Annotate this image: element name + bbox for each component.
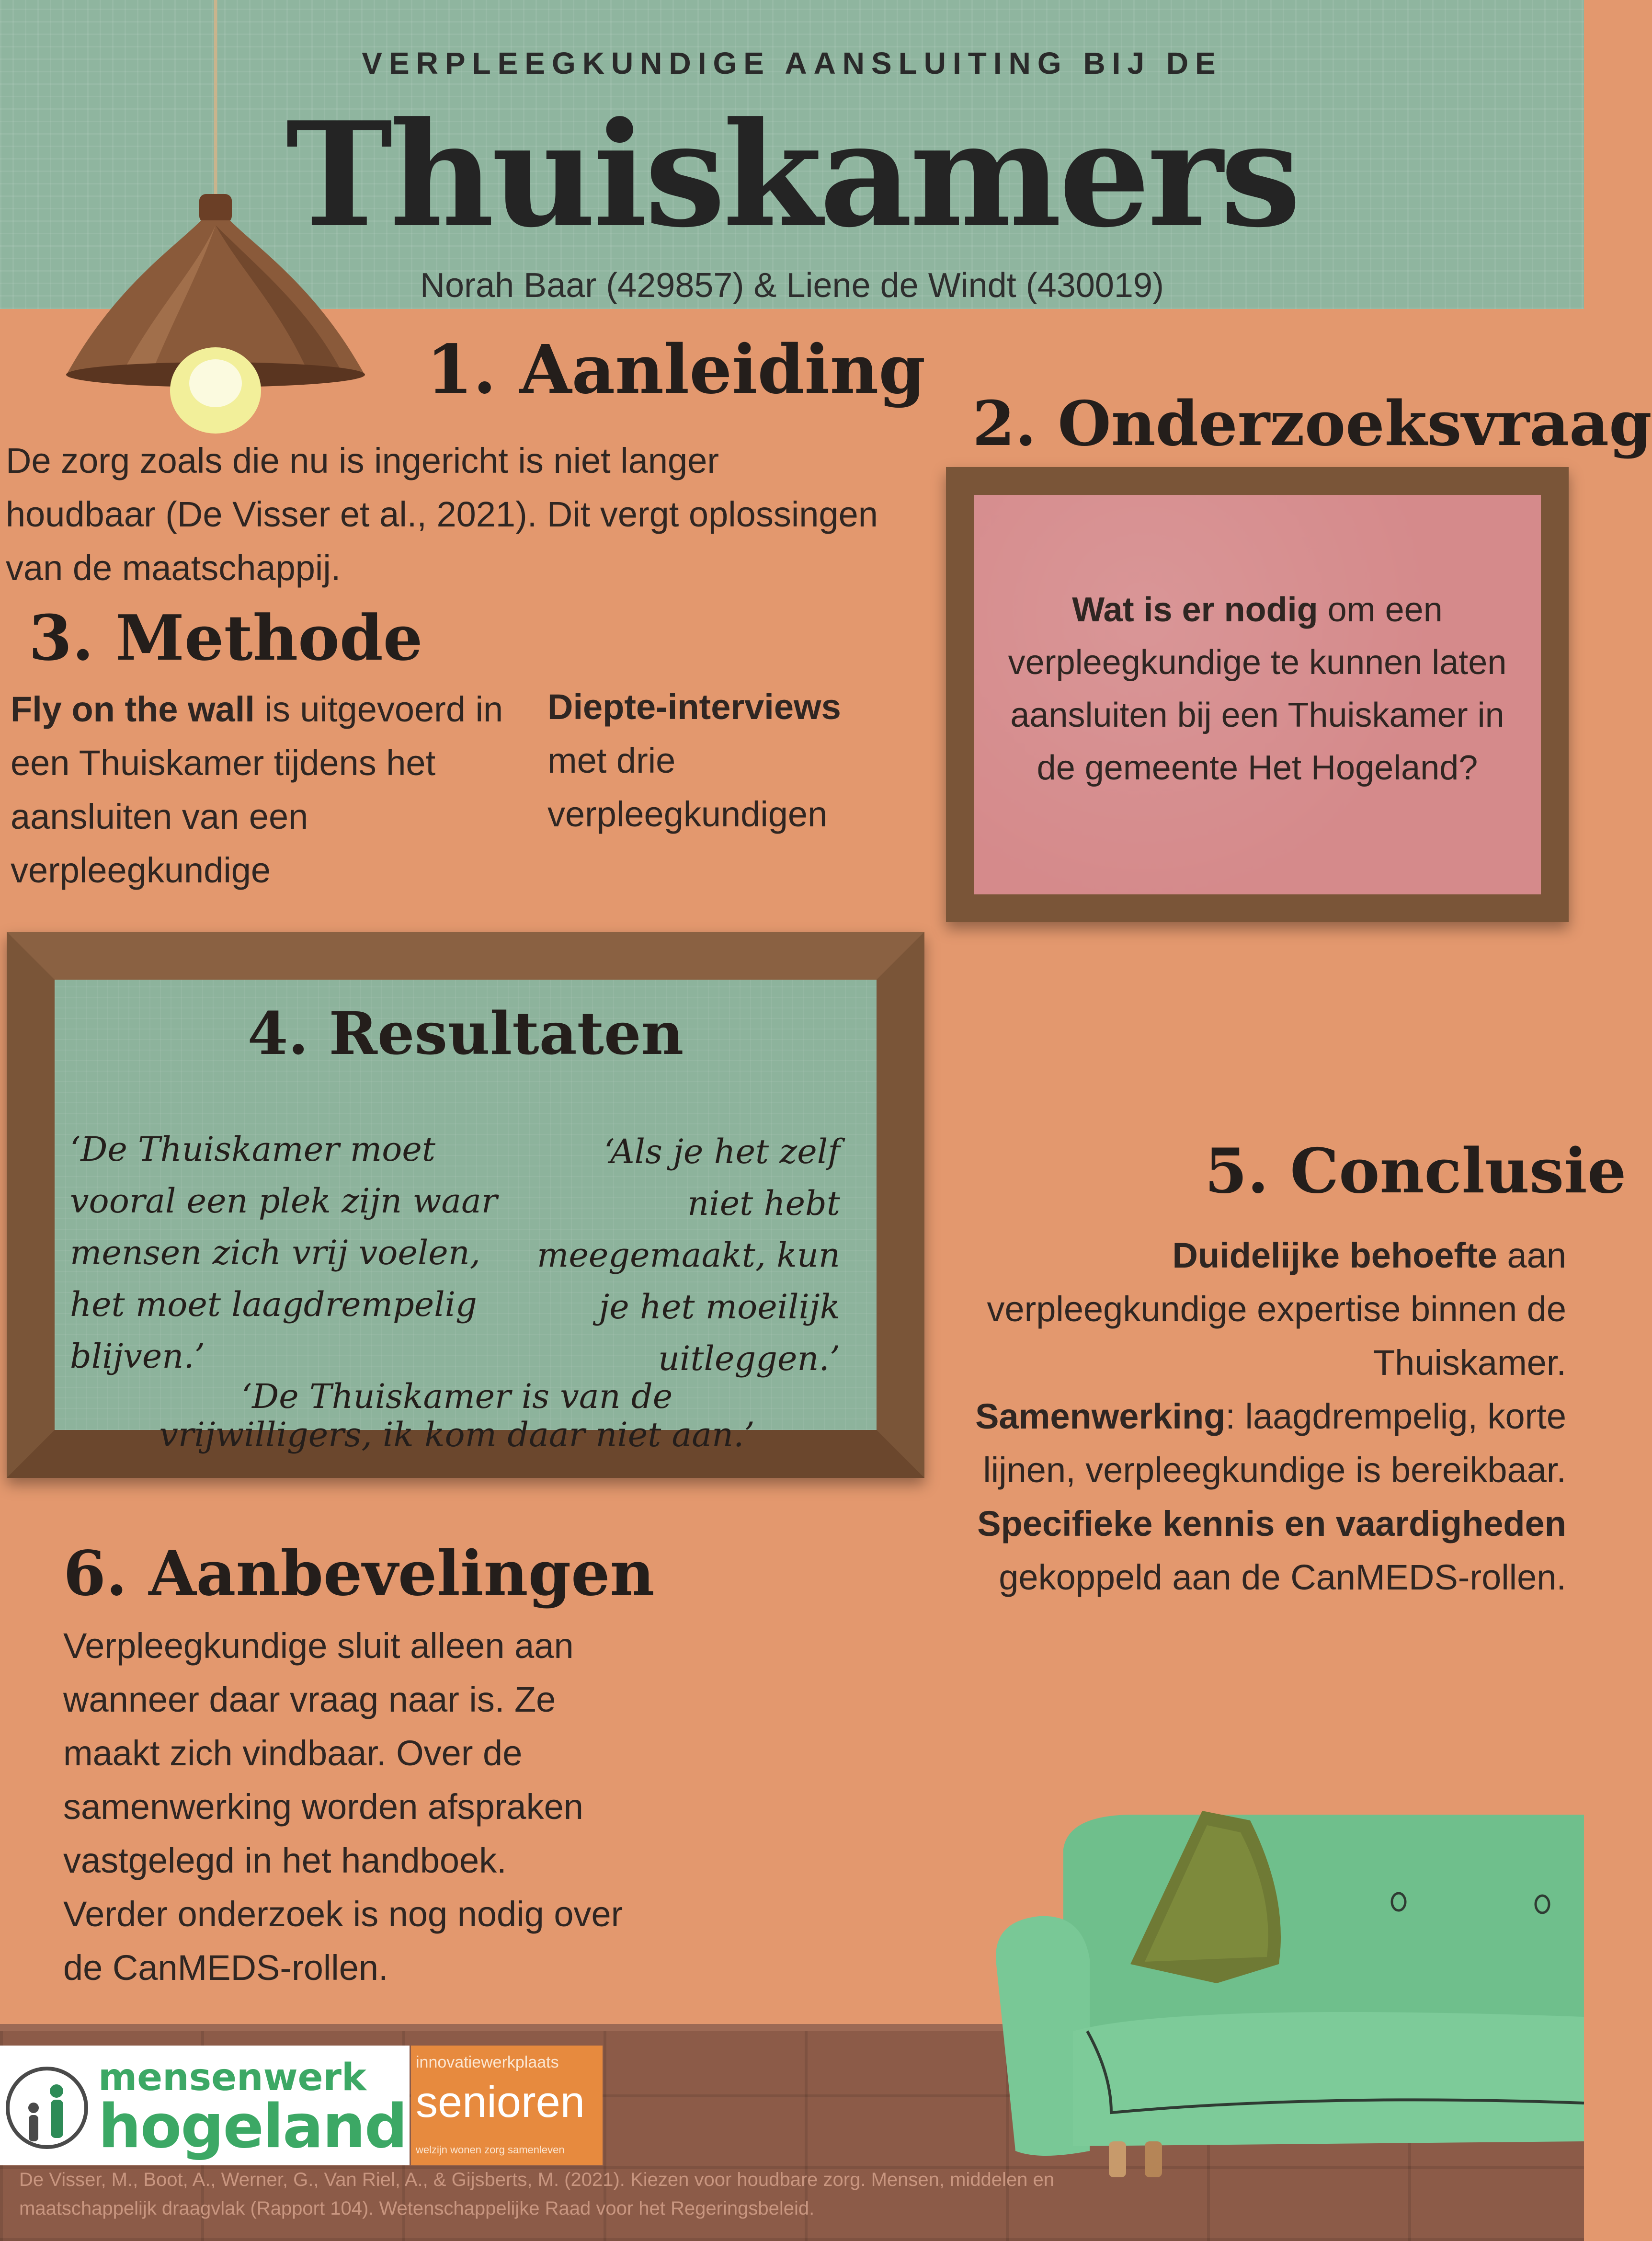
sofa-seat [1073, 2012, 1584, 2146]
iws-logo [411, 2046, 603, 2165]
aanbevelingen-text [63, 1619, 734, 1995]
conclusie-point-3 [910, 1497, 1566, 1604]
resultaten-quote-2: ‘Als je het zelf niet hebt meegemaakt, kun je het moeilijk uitleggen.’ [537, 1132, 840, 1378]
conclusie-rest-1: aan verpleegkundige expertise binnen de Thuiskamer. [987, 1235, 1566, 1383]
methode-left-text [11, 683, 542, 897]
onderzoeksvraag-bold: Wat is er nodig [1072, 591, 1318, 629]
aanbevelingen-line: samenwerking worden afspraken [63, 1787, 583, 1827]
resultaten-frame [7, 932, 924, 1478]
resultaten-quote-3: ‘De Thuiskamer is van de vrijwilligers, ik kom daar niet aan.’ [159, 1377, 755, 1454]
conclusie-bold-1: Duidelijke behoefte [1172, 1235, 1497, 1275]
methode-right-rest: met drie verpleegkundigen [547, 741, 828, 834]
aanleiding-line: van de maatschappij. [6, 548, 341, 588]
methode-left-rest: is uitgevoerd in een Thuiskamer tijdens het aansluiten van een verpleegkundige [11, 689, 503, 890]
onderzoeksvraag-text [1003, 583, 1512, 794]
conclusie-heading: 5. Conclusie [1205, 1135, 1627, 1207]
conclusie-rest-3: gekoppeld aan de CanMEDS-rollen. [999, 1557, 1566, 1597]
conclusie-text [910, 1229, 1566, 1604]
sofa-illustration [987, 1806, 1584, 2180]
aanbevelingen-line: wanneer daar vraag naar is. Ze [63, 1680, 556, 1719]
aanleiding-text [6, 434, 954, 595]
hogeland-wordmark: hogeland [98, 2091, 407, 2161]
aanleiding-heading: 1. Aanleiding [426, 331, 926, 409]
aanbevelingen-line: de CanMEDS-rollen. [63, 1948, 388, 1988]
aanbevelingen-line: vastgelegd in het handboek. [63, 1841, 507, 1880]
iws-big-text: senioren [416, 2078, 585, 2127]
poster-title: Thuiskamers [285, 90, 1299, 259]
methode-heading: 3. Methode [29, 601, 423, 675]
onderzoeksvraag-frame [946, 467, 1569, 922]
methode-right-bold: Diepte-interviews [547, 687, 841, 727]
conclusie-bold-2: Samenwerking [975, 1396, 1226, 1436]
aanbevelingen-line: Verder onderzoek is nog nodig over [63, 1894, 623, 1934]
poster-eyebrow: VERPLEEGKUNDIGE AANSLUITING BIJ DE [362, 46, 1222, 80]
conclusie-point-1 [910, 1229, 1566, 1390]
lamp-illustration [57, 0, 374, 441]
people-icon [4, 2058, 90, 2158]
conclusie-rest-2: : laagdrempelig, korte lijnen, verpleegkundige is bereikbaar. [983, 1396, 1566, 1490]
methode-right-text [547, 680, 892, 841]
conclusie-point-2 [910, 1390, 1566, 1497]
references: De Visser, M., Boot, A., Werner, G., Van Riel, A., & Gijsberts, M. (2021). Kiezen voor houdbare zorg. Mensen, middelen en maatschappelijk draagvlak (Rapport 104). Wetenschappelijke Raad voor het Regeringsbeleid. [19, 2169, 1055, 2219]
aanbevelingen-heading: 6. Aanbevelingen [63, 1538, 655, 1610]
mensenwerk-wordmark: mensenwerk [98, 2056, 366, 2099]
resultaten-heading: 4. Resultaten [247, 999, 684, 1068]
poster-authors: Norah Baar (429857) & Liene de Windt (430019) [420, 266, 1164, 305]
lamp-cap [199, 194, 232, 223]
aanbevelingen-line: Verpleegkundige sluit alleen aan [63, 1626, 574, 1666]
methode-left-bold: Fly on the wall [11, 689, 255, 729]
aanbevelingen-line: maakt zich vindbaar. Over de [63, 1733, 523, 1773]
aanleiding-line: De zorg zoals die nu is ingericht is niet langer [6, 441, 719, 480]
aanleiding-line: houdbaar (De Visser et al., 2021). Dit vergt oplossingen [6, 494, 878, 534]
iws-tagline: welzijn wonen zorg samenleven [416, 2144, 565, 2156]
resultaten-quote-1: ‘De Thuiskamer moet vooral een plek zijn waar mensen zich vrij voelen, het moet laagdrempelig blijven.’ [70, 1130, 498, 1376]
onderzoeksvraag-rest: om een verpleegkundige te kunnen laten aansluiten bij een Thuiskamer in de gemeente Het Hogeland? [1008, 591, 1507, 787]
onderzoeksvraag-heading: 2. Onderzoeksvraag [972, 388, 1652, 460]
mensenwerk-logo [0, 2046, 410, 2165]
iws-small-text: innovatiewerkplaats [416, 2053, 559, 2071]
conclusie-bold-3: Specifieke kennis en vaardigheden [977, 1504, 1566, 1544]
